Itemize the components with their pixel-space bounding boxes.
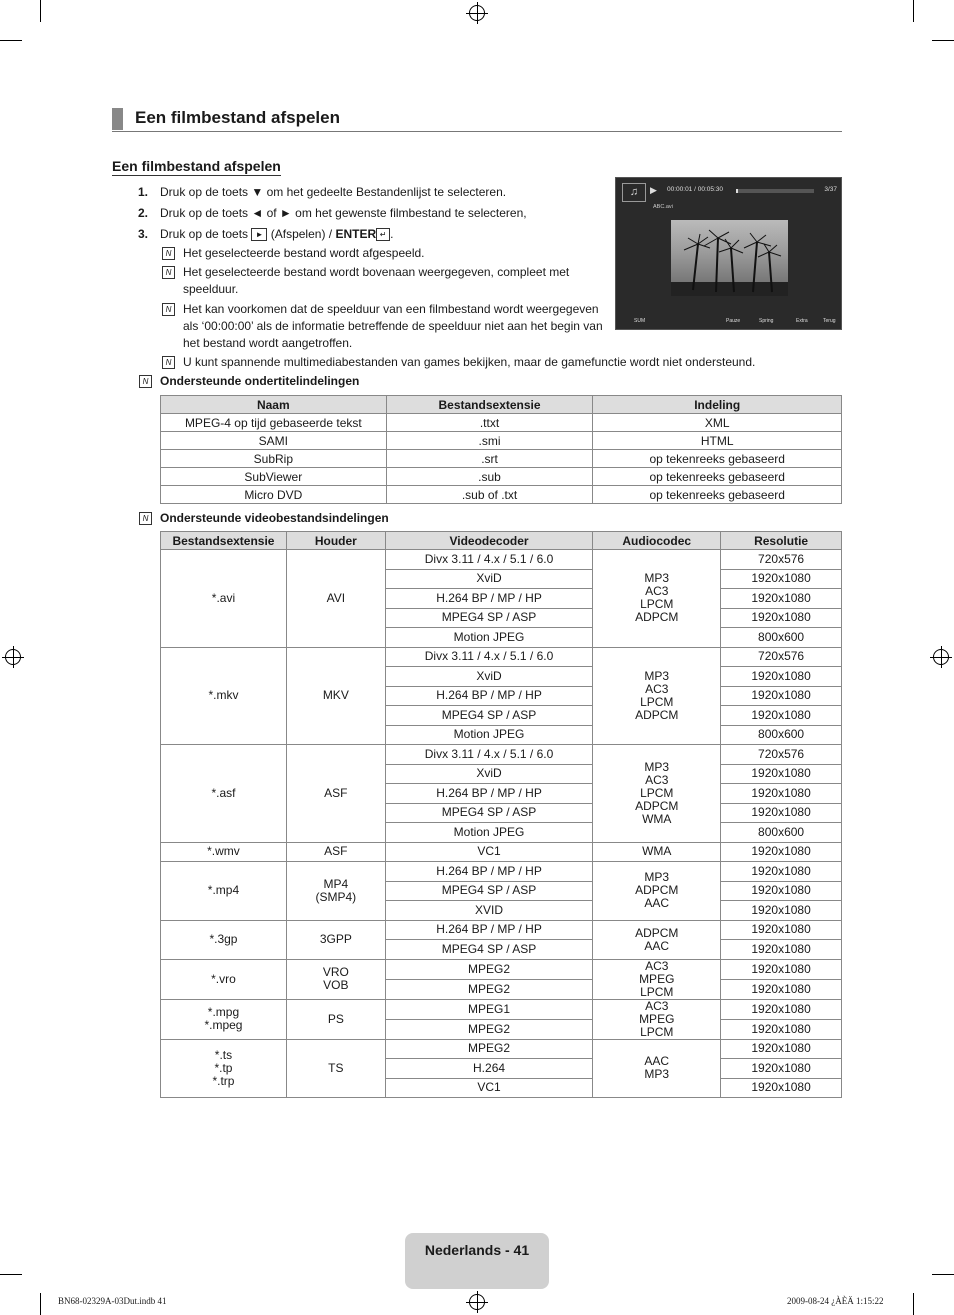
audio-codec-cell: MP3 AC3 LPCM ADPCM WMA — [593, 745, 721, 843]
pause-label: Pauze — [726, 318, 741, 324]
resolution-cell: 1920x1080 — [721, 803, 842, 823]
audio-codec-cell: MP3 AC3 LPCM ADPCM — [593, 647, 721, 745]
video-decoder-cell: MPEG4 SP / ASP — [385, 706, 593, 726]
resolution-cell: 1920x1080 — [721, 901, 842, 921]
note-4: U kunt spannende multimediabestanden van games bekijken, maar de gamefunctie wordt niet ondersteund. — [183, 355, 756, 369]
table-row — [161, 920, 842, 940]
resolution-cell: 800x600 — [721, 725, 842, 745]
table-cell: .ttxt — [386, 414, 593, 432]
video-decoder-cell: H.264 BP / MP / HP — [385, 784, 593, 804]
extension-cell: *.avi — [161, 550, 287, 648]
audio-codec-cell: AC3 MPEG LPCM — [593, 999, 721, 1039]
note-1: Het geselecteerde bestand wordt afgespeeld. — [183, 246, 425, 260]
container-cell: MKV — [286, 647, 385, 745]
table-cell: op tekenreeks gebaseerd — [593, 486, 842, 504]
title-marker — [112, 108, 123, 130]
print-slug-right: 2009-08-24 ¿ÀÈÄ 1:15:22 — [787, 1296, 884, 1306]
audio-codec-cell: AC3 MPEG LPCM — [593, 959, 721, 999]
table-row — [161, 468, 842, 486]
screen-bottom-bar — [620, 317, 837, 327]
progress-bar — [736, 189, 814, 193]
resolution-cell: 1920x1080 — [721, 1019, 842, 1039]
resolution-cell: 1920x1080 — [721, 569, 842, 589]
table-cell: .sub of .txt — [386, 486, 593, 504]
play-button-icon: ► — [251, 228, 267, 241]
table-cell: op tekenreeks gebaseerd — [593, 468, 842, 486]
video-decoder-cell: H.264 BP / MP / HP — [385, 920, 593, 940]
registration-mark-icon — [469, 5, 485, 21]
note-icon: N — [139, 375, 152, 388]
resolution-cell: 1920x1080 — [721, 667, 842, 687]
table-cell: SAMI — [161, 432, 387, 450]
step-3: 3. Druk op de toets ► (Afspelen) / ENTER ↵ . — [138, 227, 394, 241]
tv-screen-illustration — [615, 177, 842, 330]
resolution-cell: 800x600 — [721, 628, 842, 648]
container-cell: AVI — [286, 550, 385, 648]
table-row — [161, 999, 842, 1019]
table-row — [161, 959, 842, 979]
registration-mark-icon — [5, 649, 21, 665]
resolution-cell: 1920x1080 — [721, 881, 842, 901]
video-decoder-cell: H.264 BP / MP / HP — [385, 589, 593, 609]
video-formats-table — [160, 531, 842, 1098]
sum-label: SUM — [634, 318, 646, 324]
page-number: Nederlands - 41 — [424, 1242, 530, 1258]
resolution-cell: 1920x1080 — [721, 940, 842, 960]
container-cell: MP4 (SMP4) — [286, 862, 385, 921]
resolution-cell: 1920x1080 — [721, 784, 842, 804]
column-header: Naam — [161, 396, 387, 414]
video-thumbnail — [671, 220, 788, 296]
video-decoder-cell: MPEG4 SP / ASP — [385, 940, 593, 960]
table-cell: MPEG-4 op tijd gebaseerde tekst — [161, 414, 387, 432]
table-cell: SubRip — [161, 450, 387, 468]
audio-codec-cell: MP3 ADPCM AAC — [593, 862, 721, 921]
step-1: 1. Druk op de toets ▼ om het gedeelte Bestandenlijst te selecteren. — [138, 185, 507, 199]
video-decoder-cell: XVID — [385, 901, 593, 921]
jump-label: Spring — [759, 318, 774, 324]
audio-codec-cell: WMA — [593, 842, 721, 862]
extension-cell: *.3gp — [161, 920, 287, 959]
extension-cell: *.mkv — [161, 647, 287, 745]
playback-time: 00:00:01 / 00:05:30 — [667, 186, 724, 193]
video-decoder-cell: VC1 — [385, 842, 593, 862]
resolution-cell: 800x600 — [721, 823, 842, 843]
column-header: Resolutie — [721, 532, 842, 550]
column-header: Bestandsextensie — [386, 396, 593, 414]
extension-cell: *.vro — [161, 959, 287, 999]
video-decoder-cell: Motion JPEG — [385, 823, 593, 843]
video-decoder-cell: MPEG2 — [385, 959, 593, 979]
table-row — [161, 432, 842, 450]
video-decoder-cell: VC1 — [385, 1078, 593, 1098]
subtitle-formats-table — [160, 395, 842, 504]
resolution-cell: 1920x1080 — [721, 1039, 842, 1059]
table-row — [161, 550, 842, 570]
page-footer — [405, 1233, 549, 1289]
resolution-cell: 1920x1080 — [721, 999, 842, 1019]
column-header: Audiocodec — [593, 532, 721, 550]
music-note-icon: ♫ — [622, 183, 646, 202]
audio-codec-cell: AAC MP3 — [593, 1039, 721, 1098]
video-decoder-cell: XviD — [385, 569, 593, 589]
video-formats-heading: Ondersteunde videobestandsindelingen — [160, 511, 389, 525]
table-cell: Micro DVD — [161, 486, 387, 504]
table-row — [161, 450, 842, 468]
back-label: Terug — [823, 318, 836, 324]
extension-cell: *.wmv — [161, 842, 287, 862]
enter-icon: ↵ — [376, 228, 390, 241]
column-header: Videodecoder — [385, 532, 593, 550]
table-cell: .srt — [386, 450, 593, 468]
resolution-cell: 1920x1080 — [721, 764, 842, 784]
resolution-cell: 720x576 — [721, 745, 842, 765]
resolution-cell: 1920x1080 — [721, 959, 842, 979]
file-counter: 3/37 — [824, 186, 837, 193]
table-row — [161, 842, 842, 862]
container-cell: PS — [286, 999, 385, 1039]
container-cell: ASF — [286, 842, 385, 862]
container-cell: VRO VOB — [286, 959, 385, 999]
step-2: 2. Druk op de toets ◄ of ► om het gewenste filmbestand te selecteren, — [138, 206, 527, 220]
table-row — [161, 647, 842, 667]
resolution-cell: 1920x1080 — [721, 979, 842, 999]
table-cell: op tekenreeks gebaseerd — [593, 450, 842, 468]
registration-mark-icon — [469, 1294, 485, 1310]
video-decoder-cell: Motion JPEG — [385, 725, 593, 745]
video-decoder-cell: H.264 BP / MP / HP — [385, 862, 593, 882]
note-icon: N — [139, 512, 152, 525]
table-row — [161, 745, 842, 765]
extension-cell: *.mp4 — [161, 862, 287, 921]
video-decoder-cell: MPEG2 — [385, 1039, 593, 1059]
table-row — [161, 862, 842, 882]
extension-cell: *.ts *.tp *.trp — [161, 1039, 287, 1098]
print-slug-left: BN68-02329A-03Dut.indb 41 — [58, 1296, 167, 1306]
resolution-cell: 1920x1080 — [721, 862, 842, 882]
resolution-cell: 1920x1080 — [721, 1059, 842, 1079]
table-row — [161, 1039, 842, 1059]
note-icon: N — [162, 303, 175, 316]
audio-codec-cell: ADPCM AAC — [593, 920, 721, 959]
resolution-cell: 1920x1080 — [721, 842, 842, 862]
table-row — [161, 486, 842, 504]
extension-cell: *.asf — [161, 745, 287, 843]
table-cell: SubViewer — [161, 468, 387, 486]
resolution-cell: 1920x1080 — [721, 589, 842, 609]
note-icon: N — [162, 247, 175, 260]
note-icon: N — [162, 266, 175, 279]
video-decoder-cell: MPEG2 — [385, 979, 593, 999]
resolution-cell: 1920x1080 — [721, 686, 842, 706]
video-decoder-cell: MPEG4 SP / ASP — [385, 803, 593, 823]
container-cell: 3GPP — [286, 920, 385, 959]
registration-mark-icon — [933, 649, 949, 665]
section-title: Een filmbestand afspelen — [112, 158, 281, 174]
resolution-cell: 1920x1080 — [721, 1078, 842, 1098]
table-cell: .smi — [386, 432, 593, 450]
video-decoder-cell: MPEG4 SP / ASP — [385, 881, 593, 901]
video-decoder-cell: Divx 3.11 / 4.x / 5.1 / 6.0 — [385, 745, 593, 765]
note-3: Het kan voorkomen dat de speelduur van een filmbestand wordt weergegeven als ‘00:00:00’ als de informatie betreffende de speelduur niet aan het begin van het bestand wordt aangetroffen. — [183, 302, 603, 350]
resolution-cell: 720x576 — [721, 550, 842, 570]
table-cell: HTML — [593, 432, 842, 450]
container-cell: TS — [286, 1039, 385, 1098]
subtitle-formats-heading: Ondersteunde ondertitelindelingen — [160, 374, 360, 388]
column-header: Bestandsextensie — [161, 532, 287, 550]
video-decoder-cell: H.264 — [385, 1059, 593, 1079]
video-decoder-cell: MPEG2 — [385, 1019, 593, 1039]
video-decoder-cell: Divx 3.11 / 4.x / 5.1 / 6.0 — [385, 550, 593, 570]
page-title: Een filmbestand afspelen — [135, 108, 340, 127]
video-decoder-cell: Divx 3.11 / 4.x / 5.1 / 6.0 — [385, 647, 593, 667]
note-2: Het geselecteerde bestand wordt bovenaan weergegeven, compleet met speelduur. — [183, 265, 570, 296]
video-decoder-cell: XviD — [385, 667, 593, 687]
container-cell: ASF — [286, 745, 385, 843]
resolution-cell: 1920x1080 — [721, 608, 842, 628]
note-icon: N — [162, 356, 175, 369]
resolution-cell: 1920x1080 — [721, 920, 842, 940]
video-decoder-cell: MPEG4 SP / ASP — [385, 608, 593, 628]
column-header: Indeling — [593, 396, 842, 414]
table-cell: XML — [593, 414, 842, 432]
video-decoder-cell: Motion JPEG — [385, 628, 593, 648]
video-decoder-cell: XviD — [385, 764, 593, 784]
resolution-cell: 720x576 — [721, 647, 842, 667]
extension-cell: *.mpg *.mpeg — [161, 999, 287, 1039]
extra-label: Extra — [796, 318, 808, 324]
file-name: ABC.avi — [653, 204, 673, 210]
video-decoder-cell: H.264 BP / MP / HP — [385, 686, 593, 706]
column-header: Houder — [286, 532, 385, 550]
resolution-cell: 1920x1080 — [721, 706, 842, 726]
table-cell: .sub — [386, 468, 593, 486]
table-row — [161, 414, 842, 432]
title-divider — [112, 131, 842, 132]
play-status-icon: ▶ — [650, 185, 657, 195]
audio-codec-cell: MP3 AC3 LPCM ADPCM — [593, 550, 721, 648]
video-decoder-cell: MPEG1 — [385, 999, 593, 1019]
